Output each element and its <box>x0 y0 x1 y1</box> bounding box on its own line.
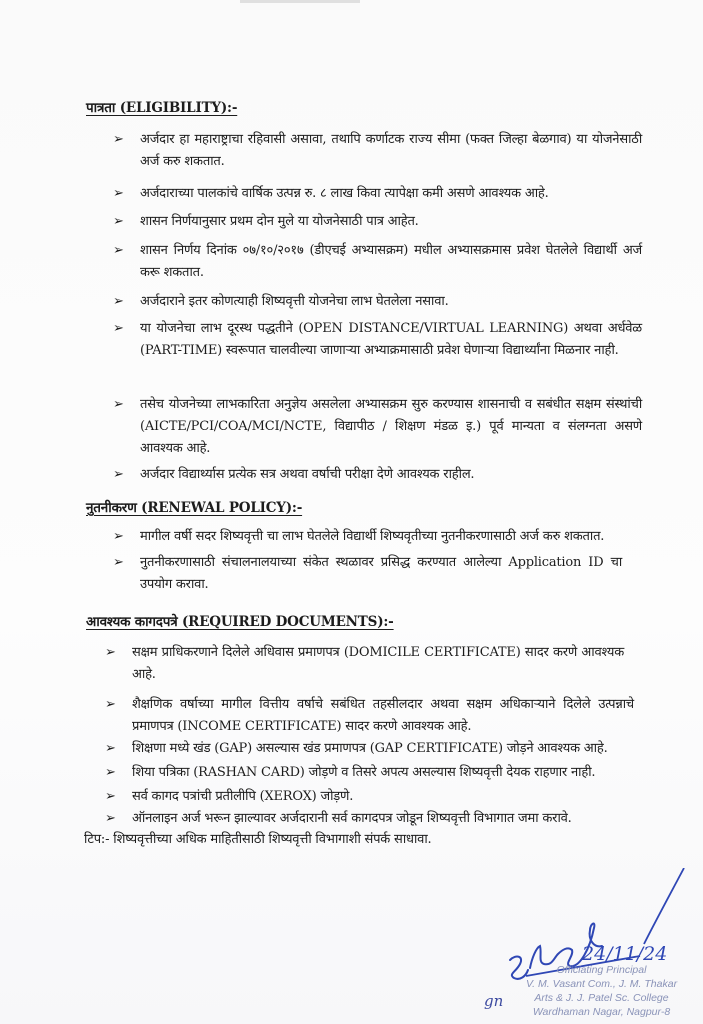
arrow-bullet-icon: ➢ <box>105 645 116 660</box>
arrow-bullet-icon: ➢ <box>105 811 116 826</box>
renewal-item: ➢ नुतनीकरणासाठी संचालनालयाच्या संकेत स्थळावर प्रसिद्ध करण्यात आलेल्या Application ID चा उपयोग करावा. <box>140 552 622 596</box>
arrow-bullet-icon: ➢ <box>113 294 124 309</box>
arrow-bullet-icon: ➢ <box>113 467 124 482</box>
arrow-bullet-icon: ➢ <box>113 555 124 570</box>
svg-text:24/11/24: 24/11/24 <box>582 943 668 965</box>
documents-heading: आवश्यक कागदपत्रे (REQUIRED DOCUMENTS):- <box>86 614 394 630</box>
arrow-bullet-icon: ➢ <box>113 529 124 544</box>
arrow-bullet-icon: ➢ <box>105 697 116 712</box>
eligibility-item: ➢ शासन निर्णयानुसार प्रथम दोन मुले या योजनेसाठी पात्र आहेत. <box>140 211 660 233</box>
eligibility-item: ➢ या योजनेचा लाभ दूरस्थ पद्धतीने (OPEN DISTANCE/VIRTUAL LEARNING) अथवा अर्धवेळ (PART-TIME) स्वरूपात चालवील्या जाणाऱ्या अभ्याक्रमासाठी प्रवेश घेणाऱ्या विद्यार्थ्यांना मिळनार नाही. <box>140 318 642 362</box>
arrow-bullet-icon: ➢ <box>113 132 124 147</box>
initials: gn <box>484 992 504 1010</box>
document-item: ➢ ऑनलाइन अर्ज भरून झाल्यावर अर्जदारानी सर्व कागदपत्र जोडून शिष्यवृत्ती विभागात जमा करावे. <box>132 808 682 830</box>
document-item: ➢ शिक्षणा मध्ये खंड (GAP) असल्यास खंड प्रमाणपत्र (GAP CERTIFICATE) जोड़ने आवश्यक आहे. <box>132 738 672 760</box>
arrow-bullet-icon: ➢ <box>105 789 116 804</box>
principal-stamp: Officiating Principal V. M. Vasant Com., J. M. Thakar Arts & J. J. Patel Sc. College Wardhaman Nagar, Nagpur-8 <box>525 964 678 1018</box>
renewal-heading: नुतनीकरण (RENEWAL POLICY):- <box>86 500 303 516</box>
document-item: ➢ सर्व कागद पत्रांची प्रतीलीपि (XEROX) जोड़णे. <box>132 786 672 808</box>
arrow-bullet-icon: ➢ <box>105 765 116 780</box>
eligibility-item: ➢ अर्जदार विद्यार्थ्यास प्रत्येक सत्र अथवा वर्षाची परीक्षा देणे आवश्यक राहील. <box>140 464 660 486</box>
scan-artifact <box>240 0 360 3</box>
document-item: ➢ सक्षम प्राधिकरणाने दिलेले अधिवास प्रमाणपत्र (DOMICILE CERTIFICATE) सादर करणे आवश्यक आहे. <box>132 642 624 686</box>
arrow-bullet-icon: ➢ <box>113 397 124 412</box>
document-item: ➢ शिया पत्रिका (RASHAN CARD) जोड़णे व तिसरे अपत्य असल्यास शिष्यवृत्ती देयक राहणार नाही. <box>132 762 672 784</box>
eligibility-item: ➢ अर्जदार हा महाराष्ट्राचा रहिवासी असावा, तथापि कर्णाटक राज्य सीमा (फक्त जिल्हा बेळगाव) या योजनेसाठी अर्ज करु शकतात. <box>140 129 642 173</box>
eligibility-heading: पात्रता (ELIGIBILITY):- <box>86 100 238 116</box>
arrow-bullet-icon: ➢ <box>105 741 116 756</box>
eligibility-item: ➢ तसेच योजनेच्या लाभकारिता अनुज्ञेय असलेला अभ्यासक्रम सुरु करण्यास शासनाची व सबंधीत सक्षम संस्थांची (AICTE/PCI/COA/MCI/NCTE, विद्यापीठ / शिक्षण मंडळ इ.) पूर्व मान्यता व संलग्नता असणे आवश्यक आहे. <box>140 394 642 460</box>
eligibility-item: ➢ अर्जदाराने इतर कोणत्याही शिष्यवृत्ती योजनेचा लाभ घेतलेला नसावा. <box>140 291 660 313</box>
arrow-bullet-icon: ➢ <box>113 243 124 258</box>
footnote: टिप:- शिष्यवृत्तीच्या अधिक माहितीसाठी शिष्यवृत्ती विभागाशी संपर्क साधावा. <box>84 832 432 847</box>
eligibility-item: ➢ शासन निर्णय दिनांक ०७/१०/२०१७ (डीएचई अभ्यासक्रम) मधील अभ्यासक्रमास प्रवेश घेतलेले विद्यार्थी अर्ज करू शकतात. <box>140 240 642 284</box>
eligibility-item: ➢ अर्जदाराच्या पालकांचे वार्षिक उत्पन्न रु. ८ लाख किवा त्यापेक्षा कमी असणे आवश्यक आहे. <box>140 183 660 205</box>
renewal-item: ➢ मागील वर्षी सदर शिष्यवृत्ती चा लाभ घेतलेले विद्यार्थी शिष्यवृतीच्या नुतनीकरणासाठी अर्ज करु शकतात. <box>140 526 670 548</box>
document-item: ➢ शैक्षणिक वर्षाच्या मागील वित्तीय वर्षाचे सबंधित तहसीलदार अथवा सक्षम अधिकाऱ्याने दिलेले उत्पन्नाचे प्रमाणपत्र (INCOME CERTIFICATE) सादर करणे आवश्यक आहे. <box>132 694 634 738</box>
arrow-bullet-icon: ➢ <box>113 214 124 229</box>
arrow-bullet-icon: ➢ <box>113 321 124 336</box>
arrow-bullet-icon: ➢ <box>113 186 124 201</box>
